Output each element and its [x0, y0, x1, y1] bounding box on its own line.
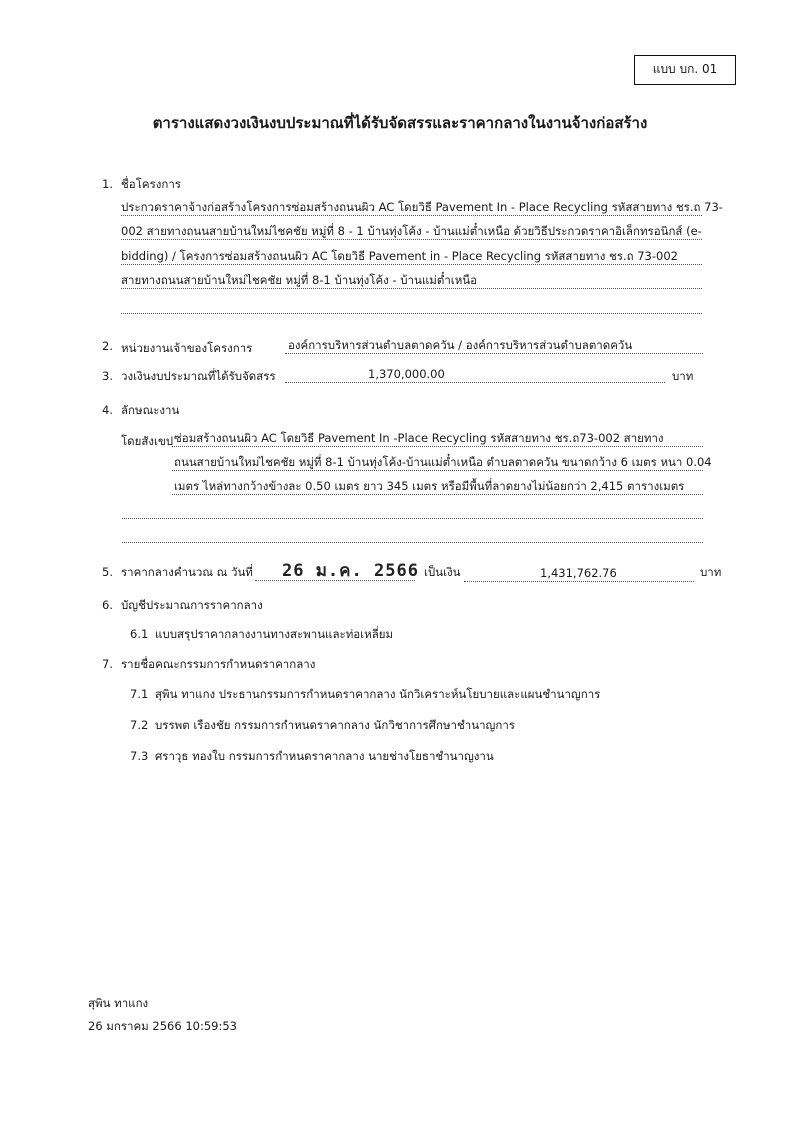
- owner-agency-value: องค์การบริหารส่วนตำบลตาดควัน / องค์การบริหารส่วนตำบลตาดควัน: [288, 338, 633, 352]
- median-price-underline: [464, 581, 694, 582]
- footer-name: สุพิน ทาแกง: [88, 996, 149, 1010]
- section-4-number: 4.: [102, 403, 113, 417]
- work-desc-line-1: ซ่อมสร้างถนนผิว AC โดยวิธี Pavement In -Place Recycling รหัสสายทาง ชร.ถ73-002 สายทาง: [174, 431, 664, 445]
- owner-agency-underline: [285, 353, 703, 354]
- section-3-number: 3.: [102, 369, 113, 383]
- section-2-label: หน่วยงานเจ้าของโครงการ: [121, 341, 253, 355]
- work-desc-underline-4: [122, 518, 703, 519]
- budget-value: 1,370,000.00: [368, 367, 445, 381]
- work-desc-underline-3: [172, 494, 703, 495]
- project-name-line-3: bidding) / โครงการซ่อมสร้างถนนผิว AC โดยวิธี Pavement in - Place Recycling รหัสสายทาง ชร.ถ 73-002: [121, 249, 678, 263]
- project-name-line-1: ประกวดราคาจ้างก่อสร้างโครงการซ่อมสร้างถนนผิว AC โดยวิธี Pavement In - Place Recycling รหัสสายทาง ชร.ถ 73-: [121, 200, 723, 214]
- committee-member-number: 7.3: [130, 749, 149, 763]
- committee-member: บรรพต เรืองชัย กรรมการกำหนดราคากลาง นักวิชาการศึกษาชำนาญการ: [155, 718, 515, 732]
- project-name-underline-2: [121, 239, 702, 240]
- section-3-label: วงเงินงบประมาณที่ได้รับจัดสรร: [121, 369, 276, 383]
- section-1-number: 1.: [102, 177, 113, 191]
- section-7-number: 7.: [102, 657, 113, 671]
- project-name-underline-4: [121, 288, 702, 289]
- committee-member: สุพิน ทาแกง ประธานกรรมการกำหนดราคากลาง นักวิเคราะห์นโยบายและแผนชำนาญการ: [155, 687, 601, 701]
- section-6-number: 6.: [102, 598, 113, 612]
- work-desc-underline-5: [122, 542, 703, 543]
- work-desc-underline-1: [172, 446, 703, 447]
- project-name-underline-3: [121, 264, 702, 265]
- section-2-number: 2.: [102, 339, 113, 353]
- project-name-line-2: 002 สายทางถนนสายบ้านใหม่ไชคชัย หมู่ที่ 8 - 1 บ้านทุ่งโค้ง - บ้านแม่ต๋ำเหนือ ด้วยวิธีประกวดราคาอิเล็กทรอนิกส์ (e-: [121, 224, 702, 238]
- section-5-amount-label: เป็นเงิน: [424, 565, 461, 579]
- work-desc-line-2: ถนนสายบ้านใหม่ไชคชัย หมู่ที่ 8-1 บ้านทุ่งโค้ง-บ้านแม่ต๋ำเหนือ ตำบลตาดควัน ขนาดกว้าง 6 เมตร หนา 0.04: [174, 455, 712, 469]
- work-desc-underline-2: [172, 470, 703, 471]
- committee-member-number: 7.1: [130, 687, 149, 701]
- section-4-label: ลักษณะงาน: [121, 403, 180, 417]
- section-5-number: 5.: [102, 565, 113, 579]
- page-title: ตารางแสดงวงเงินงบประมาณที่ได้รับจัดสรรและราคากลางในงานจ้างก่อสร้าง: [152, 114, 648, 132]
- budget-unit: บาท: [672, 369, 694, 383]
- form-code-box: แบบ บก. 01: [634, 55, 736, 85]
- median-price-unit: บาท: [700, 565, 722, 579]
- work-desc-line-3: เมตร ไหล่ทางกว้างข้างละ 0.50 เมตร ยาว 345 เมตร หรือมีพื้นที่ลาดยางไม่น้อยกว่า 2,415 ตารางเมตร: [174, 479, 685, 493]
- section-5-label: ราคากลางคำนวณ ณ วันที่: [121, 565, 253, 579]
- footer-timestamp: 26 มกราคม 2566 10:59:53: [88, 1019, 237, 1033]
- section-7-label: รายชื่อคณะกรรมการกำหนดราคากลาง: [121, 657, 316, 671]
- project-name-underline-5: [121, 313, 702, 314]
- project-name-underline-1: [121, 215, 702, 216]
- project-name-line-4: สายทางถนนสายบ้านใหม่ไชคชัย หมู่ที่ 8-1 บ้านทุ่งโค้ง - บ้านแม่ต๋ำเหนือ: [121, 273, 478, 287]
- committee-member-number: 7.2: [130, 718, 149, 732]
- committee-member: ศราวุธ ทองใบ กรรมการกำหนดราคากลาง นายช่างโยธาชำนาญงาน: [155, 749, 494, 763]
- estimate-item-number: 6.1: [130, 627, 149, 641]
- section-4-sublabel: โดยสังเขป: [121, 434, 174, 448]
- estimate-item-text: แบบสรุปราคากลางงานทางสะพานและท่อเหลี่ยม: [155, 627, 394, 641]
- section-6-label: บัญชีประมาณการราคากลาง: [121, 598, 263, 612]
- median-price-value: 1,431,762.76: [540, 566, 617, 580]
- budget-underline: [285, 382, 665, 383]
- date-stamp: 26 ม.ค. 2566: [282, 561, 419, 581]
- section-1-label: ชื่อโครงการ: [121, 177, 181, 191]
